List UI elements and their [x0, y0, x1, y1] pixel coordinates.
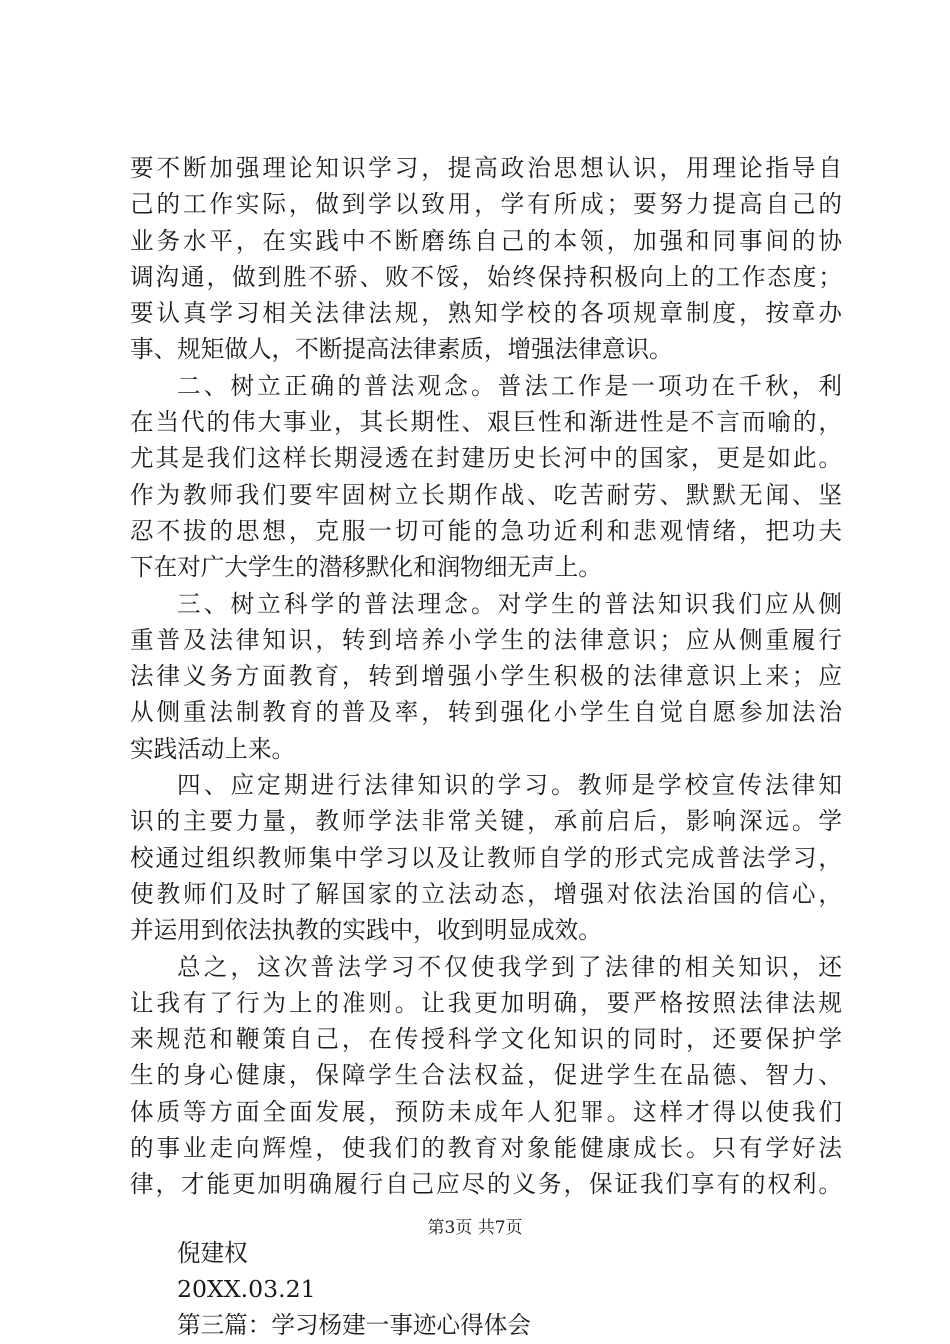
paragraph-line: 尤其是我们这样长期浸透在封建历史长河中的国家，更是如此。 — [130, 444, 842, 473]
paragraph-line: 识的主要力量，教师学法非常关键，承前启后，影响深远。学 — [130, 807, 842, 836]
paragraph-line: 重普及法律知识，转到培养小学生的法律意识；应从侧重履行 — [130, 625, 842, 654]
paragraph-line: 使教师们及时了解国家的立法动态，增强对依法治国的信心， — [130, 879, 842, 908]
document-body — [130, 150, 842, 1344]
document-date: 20XX.03.21 — [177, 1274, 316, 1303]
page-number: 第3页 共7页 — [427, 1218, 523, 1238]
paragraph-line: 下在对广大学生的潜移默化和润物细无声上。 — [130, 553, 602, 582]
paragraph-line: 作为教师我们要牢固树立长期作战、吃苦耐劳、默默无闻、坚 — [130, 480, 842, 509]
paragraph-line: 从侧重法制教育的普及率，转到强化小学生自觉自愿参加法治 — [130, 698, 842, 727]
paragraph-line: 在当代的伟大事业，其长期性、艰巨性和渐进性是不言而喻的， — [130, 408, 842, 437]
paragraph-line: 来规范和鞭策自己，在传授科学文化知识的同时，还要保护学 — [130, 1025, 842, 1054]
next-section-title: 第三篇：学习杨建一事迹心得体会 — [177, 1311, 531, 1340]
paragraph-line: 法律义务方面教育，转到增强小学生积极的法律意识上来；应 — [130, 662, 842, 691]
paragraph-line: 要认真学习相关法律法规，熟知学校的各项规章制度，按章办 — [130, 299, 842, 328]
paragraph-line: 律，才能更加明确履行自己应尽的义务，保证我们享有的权利。 — [130, 1170, 842, 1199]
paragraph-line: 总之，这次普法学习不仅使我学到了法律的相关知识，还 — [177, 952, 842, 981]
paragraph-line: 实践活动上来。 — [130, 734, 296, 763]
author-name: 倪建权 — [177, 1238, 248, 1267]
paragraph-line: 业务水平，在实践中不断磨练自己的本领，加强和同事间的协 — [130, 226, 842, 255]
paragraph-line: 生的身心健康，保障学生合法权益，促进学生在品德、智力、 — [130, 1061, 842, 1090]
paragraph-line: 己的工作实际，做到学以致用，学有所成；要努力提高自己的 — [130, 190, 842, 219]
paragraph-line: 体质等方面全面发展，预防未成年人犯罪。这样才得以使我们 — [130, 1097, 842, 1126]
paragraph-line: 要不断加强理论知识学习，提高政治思想认识，用理论指导自 — [130, 154, 842, 182]
paragraph-line: 忍不拔的思想，克服一切可能的急功近利和悲观情绪，把功夫 — [130, 516, 842, 545]
paragraph-line: 四、应定期进行法律知识的学习。教师是学校宣传法律知 — [177, 771, 842, 800]
paragraph-line: 调沟通，做到胜不骄、败不馁，始终保持积极向上的工作态度； — [130, 262, 842, 291]
paragraph-line: 并运用到依法执教的实践中，收到明显成效。 — [130, 916, 602, 945]
paragraph-line: 事、规矩做人，不断提高法律素质，增强法律意识。 — [130, 335, 673, 364]
paragraph-line: 二、树立正确的普法观念。普法工作是一项功在千秋，利 — [177, 371, 842, 400]
paragraph-line: 的事业走向辉煌，使我们的教育对象能健康成长。只有学好法 — [130, 1134, 842, 1163]
paragraph-line: 让我有了行为上的准则。让我更加明确，要严格按照法律法规 — [130, 988, 842, 1017]
paragraph-line: 校通过组织教师集中学习以及让教师自学的形式完成普法学习， — [130, 843, 842, 872]
paragraph-line: 三、树立科学的普法理念。对学生的普法知识我们应从侧 — [177, 589, 842, 618]
